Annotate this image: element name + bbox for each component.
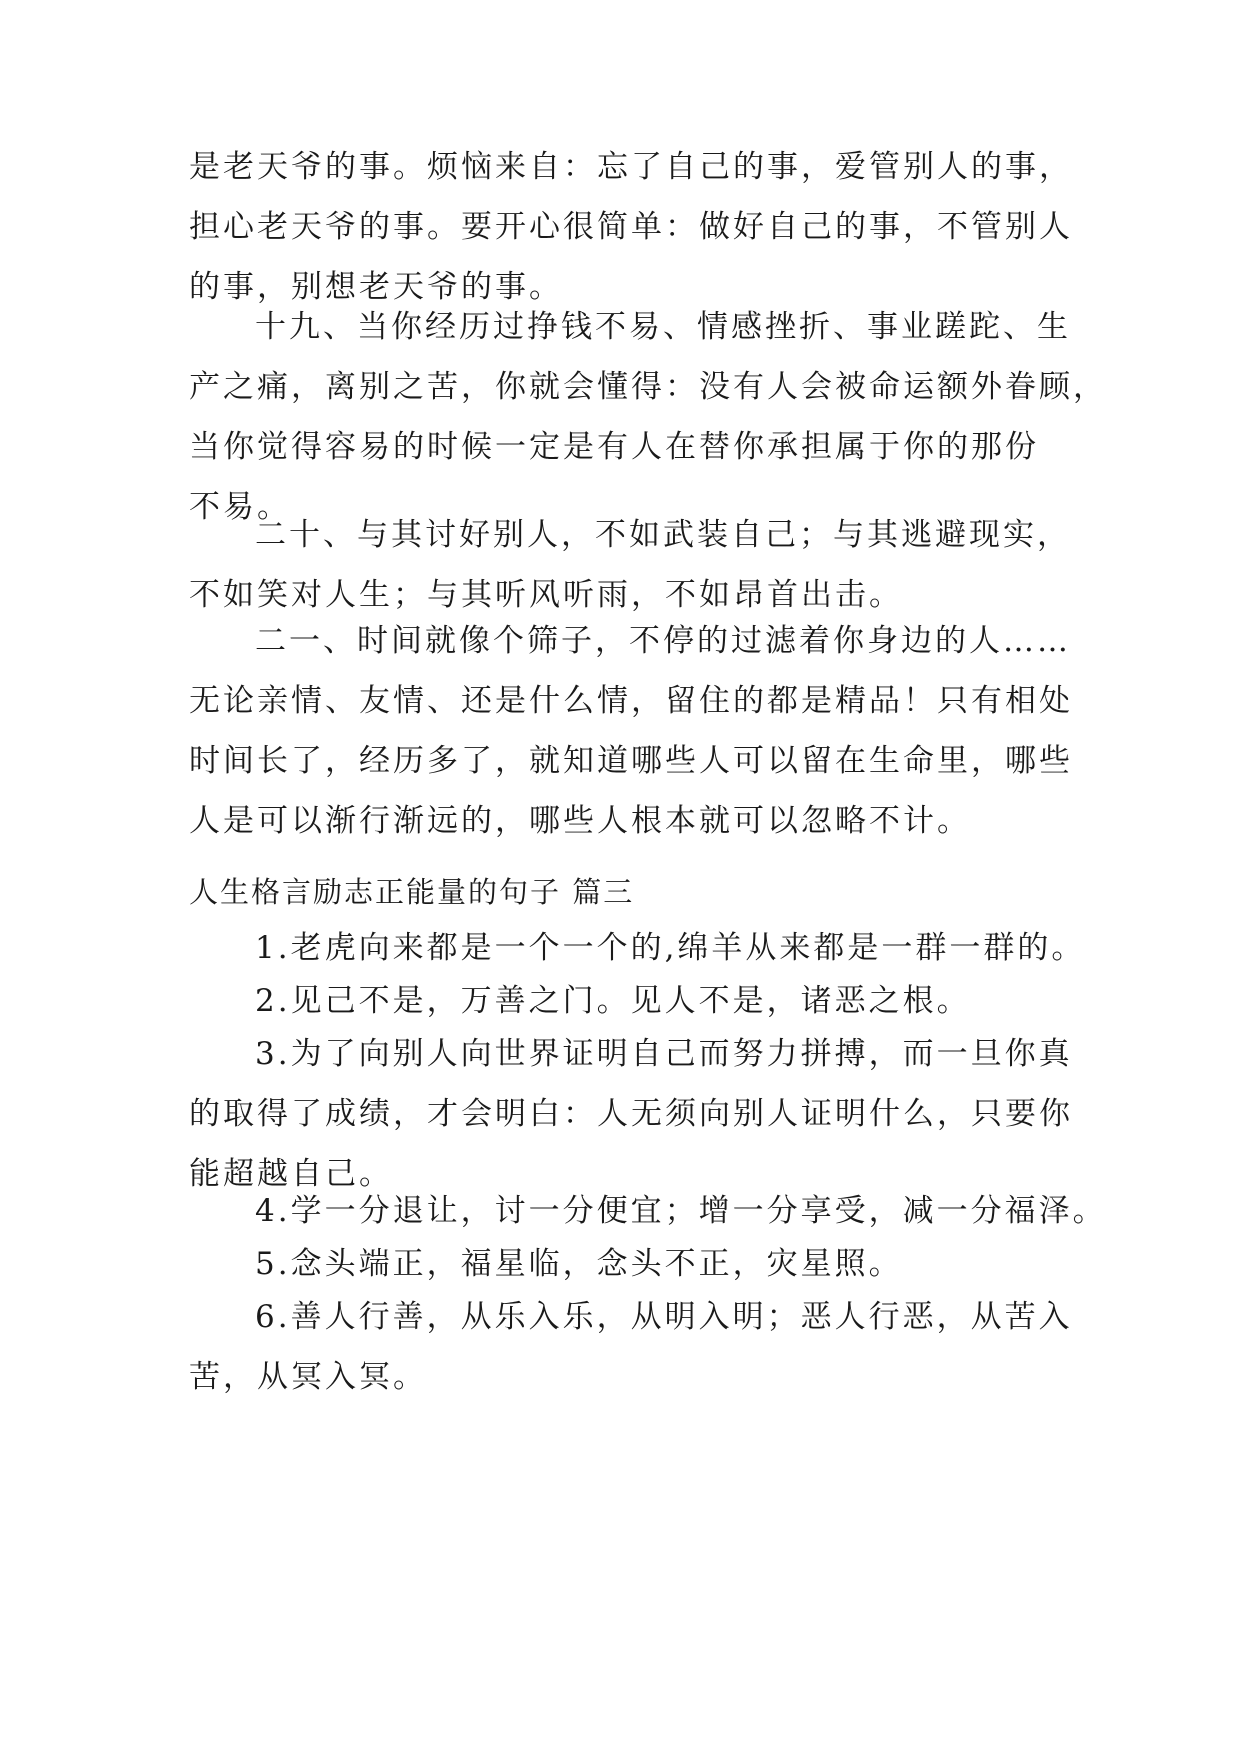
paragraph-item-2 [189, 971, 1069, 1031]
text-line: 的取得了成绩，才会明白：人无须向别人证明什么，只要你 [189, 1096, 1073, 1132]
text-line: 4.学一分退让，讨一分便宜；增一分享受，减一分福泽。 [255, 1193, 1107, 1229]
text-line: 担心老天爷的事。要开心很简单：做好自己的事，不管别人 [189, 209, 1073, 245]
text-line: 当你觉得容易的时候一定是有人在替你承担属于你的那份 [189, 429, 1039, 465]
paragraph-item-1 [189, 918, 1086, 978]
text-line: 人是可以渐行渐远的，哪些人根本就可以忽略不计。 [189, 803, 971, 839]
text-line: 时间长了，经历多了，就知道哪些人可以留在生命里，哪些 [189, 743, 1073, 779]
paragraph-item-6 [189, 1287, 1073, 1407]
text-line: 苦，从冥入冥。 [189, 1359, 427, 1395]
text-line: 无论亲情、友情、还是什么情，留住的都是精品！只有相处 [189, 683, 1073, 719]
text-line: 6.善人行善，从乐入乐，从明入明；恶人行恶，从苦入 [255, 1299, 1073, 1335]
text-line: 二一、时间就像个筛子，不停的过滤着你身边的人…… [255, 623, 1071, 659]
paragraph-item-3 [189, 1024, 1073, 1204]
text-line: 2.见己不是，万善之门。见人不是，诸恶之根。 [255, 983, 971, 1019]
paragraph-item-20 [189, 505, 1069, 625]
text-line: 不易。 [189, 489, 291, 525]
text-line: 1.老虎向来都是一个一个的,绵羊从来都是一群一群的。 [255, 930, 1086, 966]
text-line: 能超越自己。 [189, 1156, 393, 1192]
paragraph-item-21 [189, 611, 1073, 851]
paragraph-item-4 [189, 1181, 1107, 1241]
section-heading: 人生格言励志正能量的句子 篇三 [189, 875, 635, 909]
paragraph-item-5 [189, 1234, 1069, 1294]
text-line: 二十、与其讨好别人，不如武装自己；与其逃避现实， [255, 517, 1071, 553]
paragraph-item-19 [189, 297, 1107, 537]
text-line: 是老天爷的事。烦恼来自：忘了自己的事，爱管别人的事， [189, 149, 1073, 185]
text-line: 产之痛，离别之苦，你就会懂得：没有人会被命运额外眷顾， [189, 369, 1107, 405]
text-line: 的事，别想老天爷的事。 [189, 269, 563, 305]
text-line: 3.为了向别人向世界证明自己而努力拼搏，而一旦你真 [255, 1036, 1073, 1072]
text-line: 十九、当你经历过挣钱不易、情感挫折、事业蹉跎、生 [255, 309, 1071, 345]
text-line: 不如笑对人生；与其听风听雨，不如昂首出击。 [189, 577, 903, 613]
paragraph-continued [189, 137, 1073, 317]
text-line: 5.念头端正，福星临，念头不正，灾星照。 [255, 1246, 903, 1282]
